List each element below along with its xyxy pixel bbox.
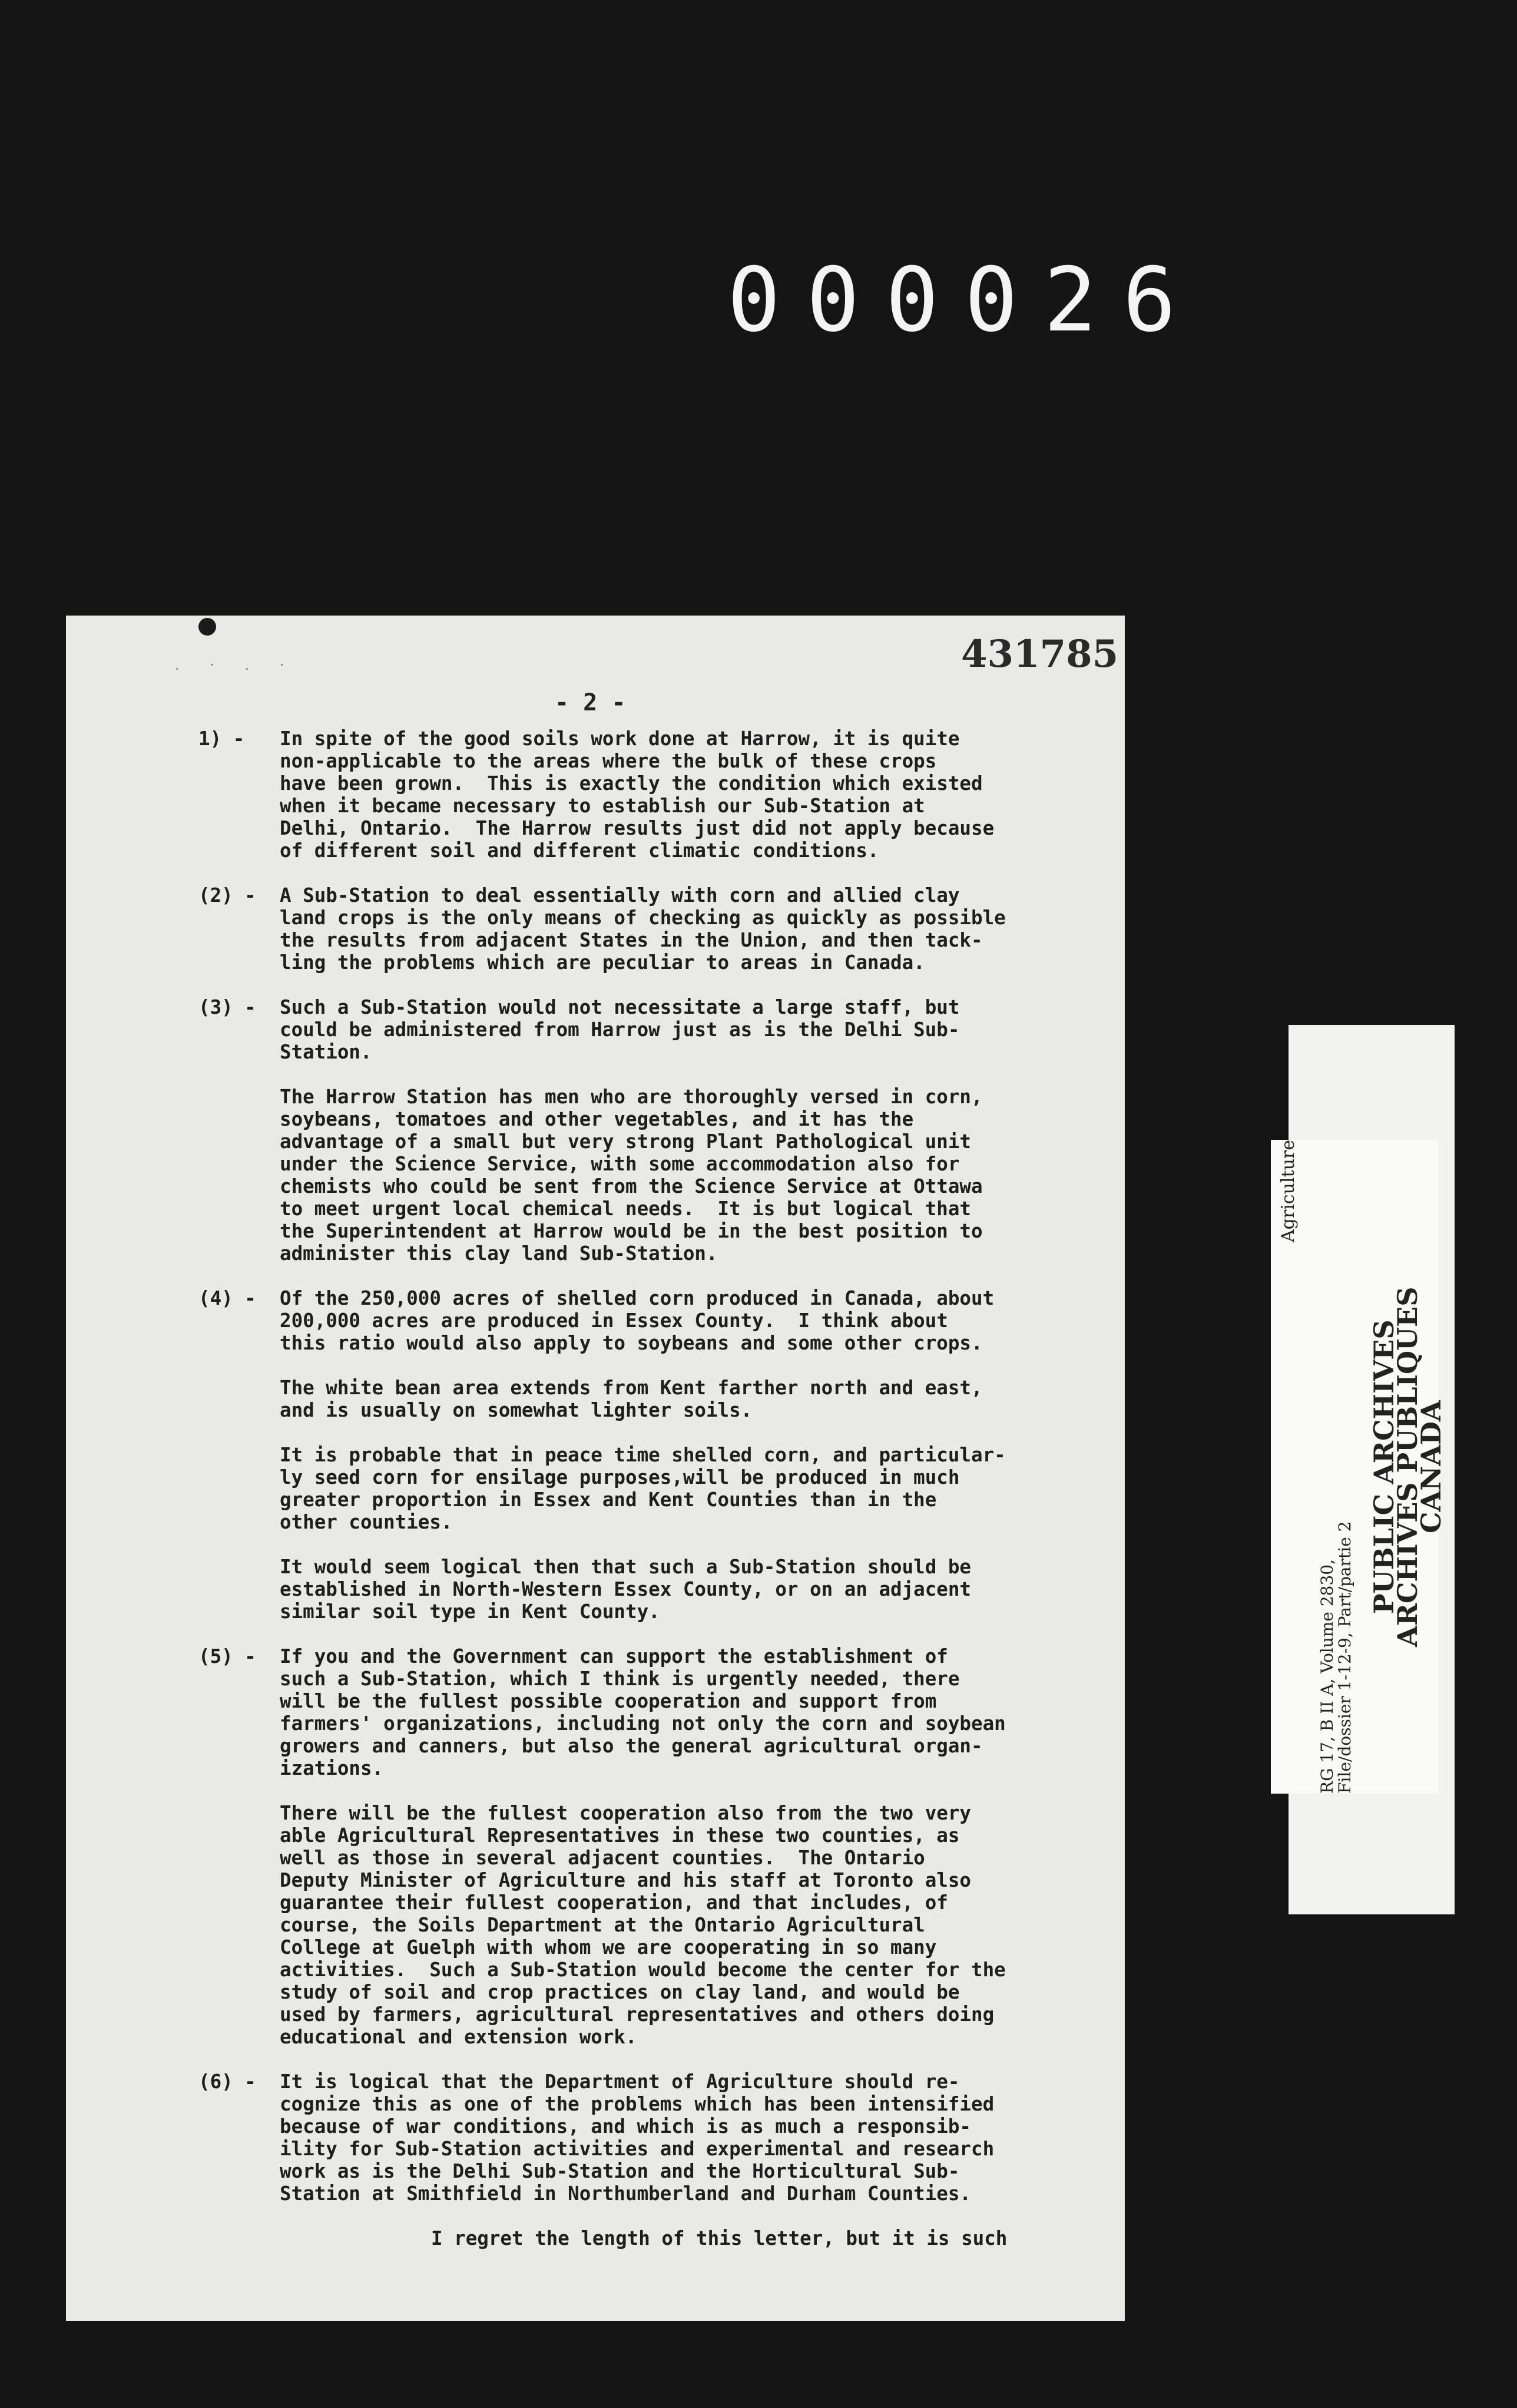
text-line: well as those in several adjacent counties. The Ontario [280,1847,925,1869]
text-line: the results from adjacent States in the Union, and then tack- [280,929,983,951]
text-line: advantage of a small but very strong Plant Pathological unit [280,1130,971,1153]
text-line: work as is the Delhi Sub-Station and the Horticultural Sub- [280,2160,960,2182]
paragraph-number: (6) - [198,2070,256,2093]
text-line: In spite of the good soils work done at Harrow, it is quite [280,727,960,750]
text-line: farmers' organizations, including not only the corn and soybean [280,1712,1006,1735]
text-line: greater proportion in Essex and Kent Counties than in the [280,1489,937,1511]
text-line: and is usually on somewhat lighter soils. [280,1399,753,1421]
closing-line: I regret the length of this letter, but it is such [431,2227,1008,2250]
text-line: Deputy Minister of Agriculture and his staff at Toronto also [280,1869,971,1891]
text-line: growers and canners, but also the general agricultural organ- [280,1735,983,1757]
text-line: The Harrow Station has men who are thoroughly versed in corn, [280,1086,983,1108]
text-line: soybeans, tomatoes and other vegetables, and it has the [280,1108,914,1130]
text-line: study of soil and crop practices on clay land, and would be [280,1981,960,2003]
numbered-paragraph [66,1287,1125,1354]
text-line: Of the 250,000 acres of shelled corn produced in Canada, about [280,1287,995,1309]
text-line: activities. Such a Sub-Station would become the center for the [280,1959,1006,1981]
text-line: izations. [280,1757,384,1779]
letter-body [66,727,1125,2250]
text-line: course, the Soils Department at the Ontario Agricultural [280,1914,925,1936]
text-line: It is probable that in peace time shelled corn, and particular- [280,1444,1006,1466]
text-line: A Sub-Station to deal essentially with corn and allied clay [280,884,960,907]
text-line: to meet urgent local chemical needs. It is but logical that [280,1198,971,1220]
paragraph [66,1802,1125,2048]
text-line: such a Sub-Station, which I think is urgently needed, there [280,1668,960,1690]
numbered-paragraph [66,996,1125,1063]
paragraph-number: 1) - [198,727,245,750]
paragraph-number: (3) - [198,996,256,1018]
text-line: There will be the fullest cooperation also from the two very [280,1802,971,1824]
numbered-paragraph [66,884,1125,974]
text-line: because of war conditions, and which is as much a responsib- [280,2115,971,2138]
numbered-paragraph [66,727,1125,862]
paragraph [66,1377,1125,1421]
paragraph-number: (2) - [198,884,256,907]
text-line: Delhi, Ontario. The Harrow results just did not apply because [280,817,995,839]
text-line: If you and the Government can support the establishment of [280,1645,948,1668]
text-line: could be administered from Harrow just as is the Delhi Sub- [280,1018,960,1041]
archive-subject: Agriculture [1278,1140,1299,1242]
text-line: established in North-Western Essex County, or on an adjacent [280,1578,971,1600]
text-line: similar soil type in Kent County. [280,1600,660,1623]
text-line: other counties. [280,1511,453,1533]
paragraph-number: (4) - [198,1287,256,1309]
paragraph [66,1556,1125,1623]
text-line: Station. [280,1041,372,1063]
text-line: It is logical that the Department of Agriculture should re- [280,2070,960,2093]
page-specks: . · . · [175,657,297,673]
archive-reference-line-1: RG 17, B II A, Volume 2830, [1317,1559,1337,1794]
text-line: non-applicable to the areas where the bulk of these crops [280,750,937,772]
numbered-paragraph [66,2070,1125,2205]
text-line: It would seem logical then that such a Sub-Station should be [280,1556,971,1578]
text-line: will be the fullest possible cooperation and support from [280,1690,937,1712]
text-line: Station at Smithfield in Northumberland and Durham Counties. [280,2182,971,2205]
text-line: guarantee their fullest cooperation, and that includes, of [280,1891,948,1914]
text-line: used by farmers, agricultural representatives and others doing [280,2003,995,2026]
paragraph [66,1086,1125,1265]
text-line: The white bean area extends from Kent farther north and east, [280,1377,983,1399]
text-line: able Agricultural Representatives in these two counties, as [280,1824,960,1847]
frame-number: 000026 [727,249,1202,352]
archive-label [1271,1140,1447,1794]
text-line: of different soil and different climatic conditions. [280,839,879,862]
document-page [66,616,1125,2321]
numbered-paragraph [66,1645,1125,1779]
text-line: administer this clay land Sub-Station. [280,1242,718,1265]
text-line: ly seed corn for ensilage purposes,will be produced in much [280,1466,960,1489]
text-line: educational and extension work. [280,2026,637,2048]
text-line: land crops is the only means of checking as quickly as possible [280,907,1006,929]
archive-name-line-1: PUBLIC ARCHIVES [1368,1319,1400,1614]
text-line: College at Guelph with whom we are cooperating in so many [280,1936,937,1959]
text-line: ility for Sub-Station activities and experimental and research [280,2138,995,2160]
text-line: chemists who could be sent from the Science Service at Ottawa [280,1175,983,1198]
text-line: the Superintendent at Harrow would be in the best position to [280,1220,983,1242]
text-line: 200,000 acres are produced in Essex County. I think about [280,1309,948,1332]
paragraph-number: (5) - [198,1645,256,1668]
text-line: this ratio would also apply to soybeans and some other crops. [280,1332,983,1354]
archive-name-line-2: ARCHIVES PUBLIQUES [1392,1286,1423,1647]
page-number: - 2 - [555,689,626,716]
text-line: when it became necessary to establish our Sub-Station at [280,795,925,817]
stamp-number: 431785 [961,632,1119,676]
text-line: under the Science Service, with some accommodation also for [280,1153,960,1175]
text-line: Such a Sub-Station would not necessitate a large staff, but [280,996,960,1018]
text-line: have been grown. This is exactly the condition which existed [280,772,983,795]
archive-name-line-3: CANADA [1415,1400,1447,1533]
paragraph [66,1444,1125,1533]
ink-blot [198,618,216,636]
text-line: ling the problems which are peculiar to areas in Canada. [280,951,925,974]
archive-reference-line-2: File/dossier 1-12-9, Part/partie 2 [1335,1521,1354,1794]
text-line: cognize this as one of the problems which has been intensified [280,2093,995,2115]
